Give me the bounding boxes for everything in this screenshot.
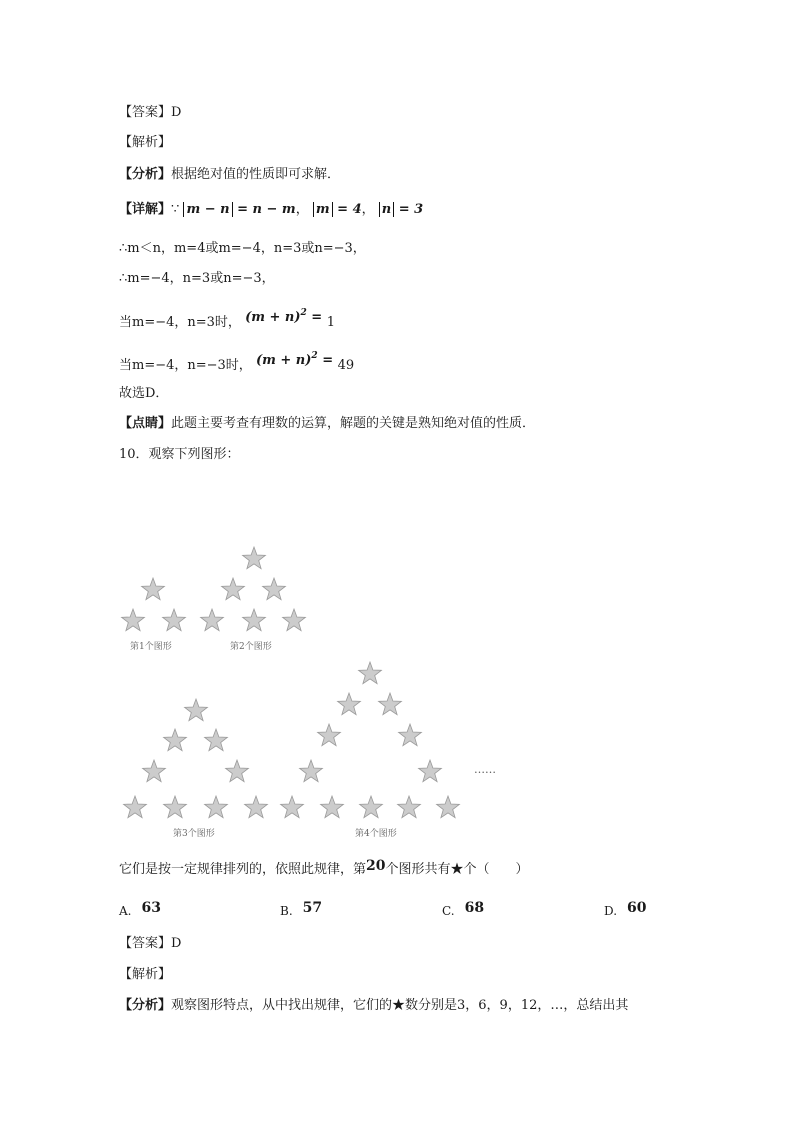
star-icon: [243, 609, 266, 631]
star-icon: [124, 796, 147, 818]
star-icon: [399, 724, 422, 746]
q9-case1-value: 1: [326, 315, 336, 330]
star-icon: [318, 724, 341, 746]
q9-detail-tag: 【详解】: [119, 202, 172, 217]
q10-question: [119, 860, 529, 879]
q10-question-number: 20: [366, 858, 386, 874]
star-icon: [185, 699, 208, 721]
q9-case1-text: 当m=−4，n=3时，: [119, 315, 241, 330]
q9-eq3: n = 3: [379, 202, 423, 217]
q9-case1-expr: $(m + n)^2$ =: [245, 308, 327, 325]
q9-comment-text: 此题主要考查有理数的运算，解题的关键是熟知绝对值的性质．: [171, 416, 536, 431]
star-icon: [143, 760, 166, 782]
q9-case2-expr: $(m + n)^2$ =: [255, 351, 338, 368]
star-icon: [205, 729, 228, 751]
option-d[interactable]: D. 60: [604, 900, 647, 918]
star-icon: [300, 760, 323, 782]
q9-line3: ∴m=−4，n=3或n=−3，: [119, 271, 275, 286]
q9-because-symbol: ∵: [171, 202, 180, 217]
q9-eq2: m = 4: [313, 202, 362, 217]
q10-stem: 10．观察下列图形：: [119, 447, 240, 462]
star-icon: [379, 693, 402, 715]
q9-case2-text: 当m=−4，n=−3时，: [119, 358, 252, 373]
star-icon: [321, 796, 344, 818]
star-icon: [263, 578, 286, 600]
q9-analysis-heading: 【解析】: [119, 135, 172, 150]
star-icon: [437, 796, 460, 818]
option-b[interactable]: B. 57: [280, 900, 323, 918]
figure-1-caption: 第1个图形: [130, 642, 172, 652]
star-icon: [122, 609, 145, 631]
star-icon: [201, 609, 224, 631]
option-a[interactable]: A. 63: [119, 900, 161, 918]
star-icon: [205, 796, 228, 818]
q10-question-pre: 它们是按一定规律排列的，依照此规律，第: [119, 862, 367, 877]
q9-sep2: ，: [361, 202, 375, 217]
q9-comment-tag: 【点睛】: [119, 416, 172, 431]
figure-3-caption: 第3个图形: [173, 829, 215, 839]
star-icon: [163, 609, 186, 631]
option-c[interactable]: C. 68: [442, 900, 485, 918]
star-icon: [359, 662, 382, 684]
q9-sep1: ，: [295, 202, 309, 217]
star-icon: [164, 729, 187, 751]
q9-line2: ∴m＜n，m=4或m=−4，n=3或n=−3，: [119, 241, 366, 256]
q9-answer: 【答案】D: [119, 105, 182, 120]
q10-analysis-tag: 【分析】: [119, 998, 172, 1013]
q9-eq1: m − n = n − m: [183, 202, 295, 217]
star-icon: [243, 547, 266, 569]
star-icon: [398, 796, 421, 818]
star-icon: [283, 609, 306, 631]
star-icon: [226, 760, 249, 782]
q9-analysis-text: 根据绝对值的性质即可求解．: [171, 167, 341, 182]
star-icon: [164, 796, 187, 818]
q10-analysis-heading: 【解析】: [119, 967, 172, 982]
q9-analysis-tag: 【分析】: [119, 167, 172, 182]
star-icon: [419, 760, 442, 782]
star-icon: [360, 796, 383, 818]
q9-choose: 故选D．: [119, 386, 169, 401]
q10-analysis-line: [119, 997, 628, 1015]
star-icon: [281, 796, 304, 818]
star-icon: [245, 796, 268, 818]
q9-case2-value: 49: [337, 358, 355, 373]
star-icon: [222, 578, 245, 600]
q10-answer: 【答案】D: [119, 936, 182, 951]
q10-analysis-text: 观察图形特点，从中找出规律，它们的★数分别是3，6，9，12，…，总结出其: [171, 998, 629, 1013]
figure-4-caption: 第4个图形: [355, 829, 397, 839]
figure-2-caption: 第2个图形: [230, 642, 272, 652]
q10-question-post: 个图形共有★个（ ）: [385, 862, 529, 877]
star-icon: [338, 693, 361, 715]
star-icon: [142, 578, 165, 600]
figure-ellipsis: ……: [474, 763, 496, 776]
